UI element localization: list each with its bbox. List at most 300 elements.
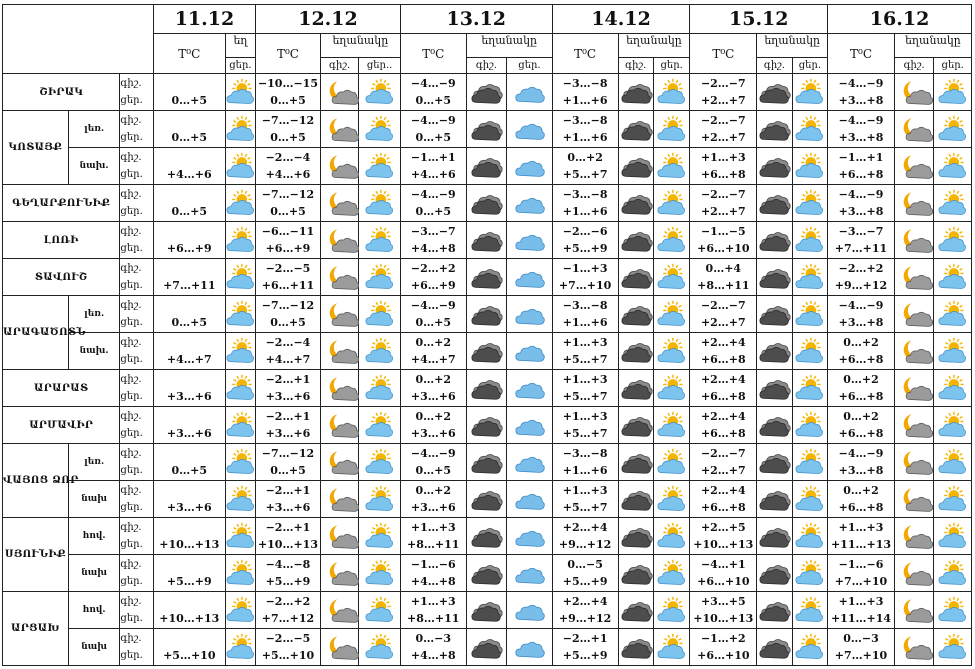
night-temp: −7…−12: [261, 188, 315, 201]
day-temp: +6…+8: [700, 353, 746, 366]
night-temp: +1…+3: [562, 373, 608, 386]
weather-icon-cell: [359, 444, 401, 481]
forecast-table: [2, 4, 972, 666]
temp-header: T⁰C: [690, 34, 757, 74]
weather-icon-cell: [653, 222, 689, 259]
dark-cloud-icon: [470, 301, 502, 327]
zone-label: լեռ.: [68, 111, 120, 148]
night-temp: −1…+3: [562, 262, 608, 275]
dark-cloud-icon: [470, 412, 502, 438]
night-temp: +2…+5: [700, 521, 746, 534]
sun-behind-cloud-icon: [365, 411, 395, 439]
weather-icon-cell: [320, 555, 358, 592]
weather-icon-cell: [894, 185, 933, 222]
day-subheader: ցեր.: [934, 58, 972, 74]
dark-cloud-icon: [758, 449, 790, 475]
weather-icon-cell: [507, 148, 553, 185]
day-temp: +3…+6: [265, 390, 311, 403]
weather-icon-cell: [507, 222, 553, 259]
night-temp: +2…+4: [700, 336, 746, 349]
weather-icon-cell: [653, 481, 689, 518]
night-temp: −4…+1: [700, 558, 746, 571]
day-label: ցեր.: [120, 391, 143, 402]
date-header: 14.12: [552, 5, 690, 34]
night-temp: −7…−12: [261, 447, 315, 460]
weather-icon-cell: [934, 259, 972, 296]
night-temp: +2…+4: [700, 373, 746, 386]
sun-behind-cloud-icon: [226, 485, 256, 513]
sun-behind-cloud-icon: [795, 559, 825, 587]
sun-behind-cloud-icon: [657, 78, 687, 106]
weather-icon-cell: [466, 481, 506, 518]
weather-icon-cell: [507, 333, 553, 370]
temp-range: [256, 407, 321, 444]
sun-behind-cloud-icon: [938, 115, 968, 143]
day-temp: +3…+8: [838, 131, 884, 144]
weather-icon-cell: [225, 518, 255, 555]
temp-range: [552, 629, 618, 666]
weather-icon-cell: [894, 518, 933, 555]
sun-behind-cloud-icon: [657, 189, 687, 217]
temp-range: [690, 259, 757, 296]
night-temp: −4…−9: [410, 447, 456, 460]
temp-range: [828, 259, 895, 296]
weather-icon-cell: [894, 259, 933, 296]
dark-cloud-icon: [758, 560, 790, 586]
weather-icon-cell: [618, 370, 653, 407]
dark-cloud-icon: [470, 486, 502, 512]
temp-range: [828, 148, 895, 185]
weather-icon-cell: [466, 74, 506, 111]
day-temp: +1…+6: [562, 205, 608, 218]
day-temp: +2…+7: [700, 205, 746, 218]
sun-behind-cloud-icon: [657, 152, 687, 180]
temp-range: [552, 444, 618, 481]
weather-icon-cell: [934, 555, 972, 592]
day-label: ցեր.: [120, 465, 143, 476]
day-temp: +5…+10: [163, 649, 216, 662]
moon-behind-cloud-icon: [899, 337, 929, 365]
weather-icon-cell: [320, 296, 358, 333]
dark-cloud-icon: [470, 190, 502, 216]
night-temp: 0…−5: [567, 558, 603, 571]
day-label: ցեր.: [120, 428, 143, 439]
temp-range: [552, 518, 618, 555]
sun-behind-cloud-icon: [938, 522, 968, 550]
weather-icon-cell: [934, 629, 972, 666]
sun-behind-cloud-icon: [226, 448, 256, 476]
temp-range: [828, 444, 895, 481]
night-temp: 0…+2: [415, 484, 452, 497]
night-temp: +2…+4: [562, 595, 608, 608]
day-temp: +6…+8: [700, 501, 746, 514]
night-temp: −4…−8: [265, 558, 311, 571]
day-temp: 0…+5: [270, 316, 306, 329]
day-temp: +7…+10: [834, 649, 888, 662]
night-temp: +2…+4: [700, 410, 746, 423]
weather-icon-cell: [894, 222, 933, 259]
weather-icon-cell: [359, 259, 401, 296]
weather-icon-cell: [466, 444, 506, 481]
weather-icon-cell: [320, 259, 358, 296]
temp-range: [690, 370, 757, 407]
sun-behind-cloud-icon: [795, 263, 825, 291]
temp-range: [256, 111, 321, 148]
weather-icon-cell: [618, 518, 653, 555]
dark-cloud-icon: [758, 116, 790, 142]
weather-icon-cell: [894, 481, 933, 518]
night-temp: +2…+4: [700, 484, 746, 497]
dark-cloud-icon: [758, 264, 790, 290]
temp-range: [153, 296, 225, 333]
day-label: ցեր.: [120, 280, 143, 291]
sun-behind-cloud-icon: [938, 152, 968, 180]
time-of-day: [120, 407, 153, 444]
temp-range: [828, 185, 895, 222]
weather-icon-cell: [225, 555, 255, 592]
weather-icon-cell: [653, 444, 689, 481]
temp-range: [256, 518, 321, 555]
weather-icon-cell: [757, 592, 792, 629]
moon-behind-cloud-icon: [899, 485, 929, 513]
dark-cloud-icon: [758, 227, 790, 253]
weather-icon-cell: [466, 148, 506, 185]
temp-range: [690, 74, 757, 111]
day-temp: +3…+8: [838, 205, 884, 218]
weather-icon-cell: [792, 185, 827, 222]
temp-range: [552, 74, 618, 111]
sun-behind-cloud-icon: [795, 152, 825, 180]
temp-range: [690, 296, 757, 333]
night-label: գիշ.: [120, 448, 142, 459]
temp-range: [256, 629, 321, 666]
moon-behind-cloud-icon: [899, 374, 929, 402]
weather-icon-cell: [618, 185, 653, 222]
temp-range: [400, 111, 466, 148]
weather-icon-cell: [618, 111, 653, 148]
weather-icon-cell: [466, 111, 506, 148]
moon-behind-cloud-icon: [325, 522, 355, 550]
sun-behind-cloud-icon: [365, 78, 395, 106]
weather-icon-cell: [894, 74, 933, 111]
temp-range: [153, 259, 225, 296]
table-row: [3, 333, 972, 370]
weather-icon-cell: [653, 592, 689, 629]
weather-icon-cell: [225, 407, 255, 444]
day-temp: +9…+12: [834, 279, 888, 292]
night-subheader: գիշ.: [466, 58, 506, 74]
day-temp: +10…+13: [257, 538, 318, 551]
region-name: ՇԻՐԱԿ: [3, 74, 120, 111]
night-temp: −1…+1: [410, 151, 456, 164]
temp-range: [256, 592, 321, 629]
night-temp: −2…+1: [265, 484, 311, 497]
weather-icon-cell: [618, 444, 653, 481]
day-temp: 0…+5: [415, 131, 452, 144]
sun-behind-cloud-icon: [657, 596, 687, 624]
temp-range: [690, 555, 757, 592]
table-row: [3, 111, 972, 148]
dark-cloud-icon: [620, 153, 652, 179]
sun-behind-cloud-icon: [657, 374, 687, 402]
sun-behind-cloud-icon: [938, 300, 968, 328]
weather-icon-cell: [359, 407, 401, 444]
weather-icon-cell: [653, 74, 689, 111]
temp-range: [400, 407, 466, 444]
weather-icon-cell: [757, 481, 792, 518]
temp-range: [400, 518, 466, 555]
dark-cloud-icon: [620, 190, 652, 216]
temp-range: [690, 518, 757, 555]
temp-range: [153, 185, 225, 222]
day-subheader: ցեր.: [653, 58, 689, 74]
night-temp: −6…−11: [261, 225, 315, 238]
day-temp: 0…+5: [415, 464, 452, 477]
weather-icon-cell: [225, 74, 255, 111]
weather-icon-cell: [757, 555, 792, 592]
region-name: ԿՈՏԱՅՔ: [3, 111, 69, 185]
night-temp: 0…−3: [415, 632, 452, 645]
night-temp: −2…−4: [265, 336, 311, 349]
temp-range: [400, 629, 466, 666]
sun-behind-cloud-icon: [938, 559, 968, 587]
blue-cloud-icon: [513, 449, 545, 475]
day-temp: +1…+6: [562, 94, 608, 107]
sun-behind-cloud-icon: [657, 337, 687, 365]
day-temp: 0…+5: [171, 205, 208, 218]
day-temp: +7…+10: [834, 575, 888, 588]
weather-icon-cell: [507, 370, 553, 407]
zone-label: նախ: [68, 555, 120, 592]
night-label: գիշ.: [120, 152, 142, 163]
temp-range: [256, 481, 321, 518]
temp-header: T⁰C: [256, 34, 321, 74]
moon-behind-cloud-icon: [899, 411, 929, 439]
moon-behind-cloud-icon: [899, 152, 929, 180]
night-temp: −2…+2: [838, 262, 884, 275]
table-row: [3, 407, 972, 444]
sun-behind-cloud-icon: [365, 559, 395, 587]
temp-range: [256, 259, 321, 296]
weather-header: եղանակը: [320, 34, 400, 58]
dark-cloud-icon: [470, 634, 502, 660]
weather-icon-cell: [507, 407, 553, 444]
zone-label: լեռ.: [68, 444, 120, 481]
weather-icon-cell: [934, 185, 972, 222]
night-label: գիշ.: [120, 337, 142, 348]
moon-behind-cloud-icon: [899, 596, 929, 624]
sun-behind-cloud-icon: [938, 633, 968, 661]
weather-icon-cell: [225, 148, 255, 185]
weather-icon-cell: [466, 555, 506, 592]
table-row: [3, 444, 972, 481]
weather-icon-cell: [894, 407, 933, 444]
time-of-day: [120, 111, 153, 148]
region-name: ԼՈՌԻ: [3, 222, 120, 259]
region-name: ՎԱՅՈՑ ՁՈՐ: [3, 444, 69, 518]
weather-icon-cell: [507, 481, 553, 518]
day-label: ցեր.: [120, 95, 143, 106]
day-temp: +5…+9: [562, 242, 608, 255]
night-temp: −7…−12: [261, 299, 315, 312]
night-label: գիշ.: [120, 485, 142, 496]
day-temp: +6…+9: [265, 242, 311, 255]
moon-behind-cloud-icon: [899, 263, 929, 291]
day-temp: +2…+7: [700, 464, 746, 477]
night-temp: −3…−8: [562, 188, 608, 201]
night-temp: 0…−3: [843, 632, 879, 645]
day-temp: +3…+6: [166, 501, 212, 514]
corner-cell: [3, 5, 154, 74]
temp-range: [690, 407, 757, 444]
moon-behind-cloud-icon: [325, 596, 355, 624]
night-temp: −4…−9: [410, 188, 456, 201]
time-of-day: [120, 259, 153, 296]
night-temp: 0…+2: [415, 336, 452, 349]
weather-icon-cell: [320, 518, 358, 555]
weather-icon-cell: [618, 629, 653, 666]
sun-behind-cloud-icon: [657, 226, 687, 254]
dark-cloud-icon: [620, 560, 652, 586]
day-label: ցեր.: [120, 317, 143, 328]
day-temp: +10…+13: [159, 612, 220, 625]
weather-header: եղ: [225, 34, 255, 58]
night-temp: −1…+2: [700, 632, 746, 645]
day-temp: +6…+9: [166, 242, 212, 255]
night-label: գիշ.: [120, 78, 142, 89]
moon-behind-cloud-icon: [899, 522, 929, 550]
sun-behind-cloud-icon: [226, 522, 256, 550]
moon-behind-cloud-icon: [899, 448, 929, 476]
weather-icon-cell: [792, 555, 827, 592]
weather-icon-cell: [757, 296, 792, 333]
table-row: [3, 148, 972, 185]
weather-icon-cell: [466, 296, 506, 333]
sun-behind-cloud-icon: [657, 115, 687, 143]
night-temp: +1…+3: [700, 151, 746, 164]
day-temp: +5…+7: [562, 501, 608, 514]
sun-behind-cloud-icon: [938, 189, 968, 217]
time-of-day: [120, 222, 153, 259]
sun-behind-cloud-icon: [657, 522, 687, 550]
dark-cloud-icon: [620, 338, 652, 364]
day-label: ցեր.: [120, 502, 143, 513]
temp-range: [690, 481, 757, 518]
weather-icon-cell: [653, 111, 689, 148]
weather-icon-cell: [320, 481, 358, 518]
sun-behind-cloud-icon: [226, 115, 256, 143]
weather-icon-cell: [757, 148, 792, 185]
table-row: [3, 555, 972, 592]
day-temp: +3…+6: [166, 427, 212, 440]
day-temp: +8…+11: [407, 612, 460, 625]
sun-behind-cloud-icon: [795, 337, 825, 365]
night-label: գիշ.: [120, 596, 142, 607]
weather-icon-cell: [934, 111, 972, 148]
weather-icon-cell: [225, 370, 255, 407]
night-subheader: գիշ.: [320, 58, 358, 74]
weather-header: եղանակը: [466, 34, 552, 58]
temp-range: [256, 222, 321, 259]
day-label: ցեր.: [120, 243, 143, 254]
night-temp: −7…−12: [261, 114, 315, 127]
day-temp: +1…+6: [562, 464, 608, 477]
weather-icon-cell: [757, 111, 792, 148]
weather-icon-cell: [225, 296, 255, 333]
day-temp: +6…+8: [700, 427, 746, 440]
weather-icon-cell: [320, 148, 358, 185]
sun-behind-cloud-icon: [938, 448, 968, 476]
weather-icon-cell: [359, 333, 401, 370]
day-temp: +2…+7: [700, 131, 746, 144]
moon-behind-cloud-icon: [325, 263, 355, 291]
weather-icon-cell: [653, 555, 689, 592]
moon-behind-cloud-icon: [325, 485, 355, 513]
sun-behind-cloud-icon: [795, 596, 825, 624]
day-temp: +6…+11: [261, 279, 315, 292]
day-temp: 0…+5: [415, 316, 452, 329]
day-temp: +5…+9: [166, 575, 212, 588]
night-temp: −3…−8: [562, 77, 608, 90]
day-temp: 0…+5: [270, 94, 306, 107]
night-temp: −2…−5: [265, 262, 311, 275]
weather-icon-cell: [792, 74, 827, 111]
day-temp: 0…+5: [171, 131, 208, 144]
moon-behind-cloud-icon: [325, 78, 355, 106]
weather-icon-cell: [225, 111, 255, 148]
temp-range: [256, 555, 321, 592]
night-label: գիշ.: [120, 300, 142, 311]
night-temp: −4…−9: [410, 77, 456, 90]
day-temp: +3…+6: [265, 427, 311, 440]
day-label: ցեր.: [120, 354, 143, 365]
weather-icon-cell: [934, 148, 972, 185]
dark-cloud-icon: [620, 116, 652, 142]
night-temp: 0…+2: [415, 373, 452, 386]
weather-icon-cell: [792, 444, 827, 481]
day-label: ցեր.: [120, 206, 143, 217]
weather-icon-cell: [320, 629, 358, 666]
weather-icon-cell: [359, 185, 401, 222]
zone-label: հով.: [68, 592, 120, 629]
weather-icon-cell: [894, 444, 933, 481]
day-temp: +2…+7: [700, 316, 746, 329]
night-temp: −2…−7: [700, 114, 746, 127]
sun-behind-cloud-icon: [938, 596, 968, 624]
moon-behind-cloud-icon: [899, 633, 929, 661]
night-subheader: գիշ.: [618, 58, 653, 74]
moon-behind-cloud-icon: [899, 300, 929, 328]
time-of-day: [120, 518, 153, 555]
weather-icon-cell: [894, 296, 933, 333]
temp-range: [153, 481, 225, 518]
sun-behind-cloud-icon: [795, 522, 825, 550]
weather-icon-cell: [225, 481, 255, 518]
date-header: 11.12: [153, 5, 255, 34]
temp-range: [153, 592, 225, 629]
moon-behind-cloud-icon: [325, 374, 355, 402]
weather-icon-cell: [792, 148, 827, 185]
time-of-day: [120, 74, 153, 111]
sun-behind-cloud-icon: [226, 411, 256, 439]
dark-cloud-icon: [470, 597, 502, 623]
moon-behind-cloud-icon: [325, 115, 355, 143]
day-temp: 0…+5: [415, 205, 452, 218]
weather-icon-cell: [757, 370, 792, 407]
day-temp: +4…+6: [166, 168, 212, 181]
dark-cloud-icon: [620, 634, 652, 660]
night-temp: −4…−9: [838, 114, 884, 127]
